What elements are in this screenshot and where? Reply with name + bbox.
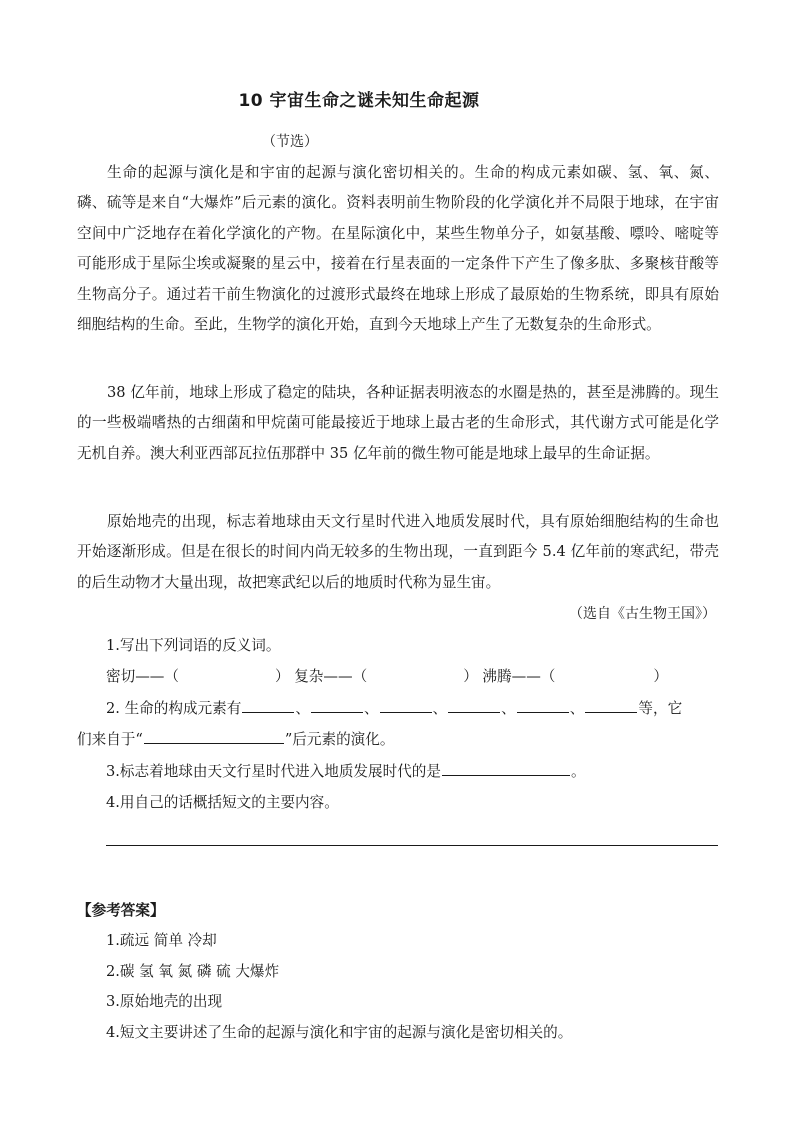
- antonym-label-3: ） 沸腾——（: [463, 668, 556, 685]
- source-citation: （选自《古生物王国》）: [569, 606, 716, 622]
- question-2-line-2-end: ”后元素的演化。: [284, 731, 395, 748]
- answer-blank[interactable]: [448, 698, 500, 713]
- antonym-label-2: ） 复杂——（: [274, 668, 368, 685]
- question-2-line-2-start: 们来自于“: [77, 731, 143, 748]
- answer-1: 1.疏远 简单 冷却: [106, 932, 217, 949]
- separator: 、: [363, 700, 379, 717]
- question-2-line-2: [77, 728, 394, 749]
- answer-blank[interactable]: [242, 698, 294, 713]
- question-2-end: 等，它: [638, 700, 683, 717]
- answer-blank[interactable]: [585, 698, 637, 713]
- question-1: 1.写出下列词语的反义词。: [106, 637, 281, 654]
- question-2-text: 2. 生命的构成元素有: [106, 700, 242, 717]
- question-3: [106, 760, 586, 781]
- subtitle: （节选）: [262, 134, 318, 150]
- separator: 、: [501, 700, 516, 717]
- antonym-close: ）: [653, 668, 668, 685]
- question-3-end: 。: [571, 763, 586, 780]
- separator: 、: [295, 700, 310, 717]
- page-title: 10 宇宙生命之谜未知生命起源: [238, 91, 480, 111]
- question-3-text: 3.标志着地球由天文行星时代进入地质发展时代的是: [106, 763, 441, 780]
- answer-blank[interactable]: [442, 761, 570, 776]
- answer-blank[interactable]: [380, 698, 432, 713]
- separator: 、: [432, 700, 448, 717]
- question-2: [106, 697, 682, 718]
- separator: 、: [569, 700, 585, 717]
- answer-blank[interactable]: [311, 698, 363, 713]
- passage-paragraph-2: 38 亿年前，地球上形成了稳定的陆块，各种证据表明液态的水圈是热的，甚至是沸腾的。现生的一些极端嗜热的古细菌和甲烷菌可能最接近于地球上最古老的生命形式，其代谢方式可能是化学无机自养。澳大利亚西部瓦拉伍那群中 35 亿年前的微生物可能是地球上最早的生命证据。: [77, 384, 719, 462]
- answers-header: 【参考答案】: [77, 902, 165, 919]
- passage-paragraph-3: 原始地壳的出现，标志着地球由天文行星时代进入地质发展时代，具有原始细胞结构的生命也开始逐渐形成。但是在很长的时间内尚无较多的生物出现，一直到距今 5.4 亿年前的寒武纪，带壳的后生动物才大量出现，故把寒武纪以后的地质时代称为显生宙。: [77, 513, 719, 591]
- passage-paragraph-1: 生命的起源与演化是和宇宙的起源与演化密切相关的。生命的构成元素如碳、氢、氧、氮、磷、硫等是来自“大爆炸”后元素的演化。资料表明前生物阶段的化学演化并不局限于地球，在宇宙空间中广泛地存在着化学演化的产物。在星际演化中，某些生物单分子，如氨基酸、嘌呤、嘧啶等可能形成于星际尘埃或凝聚的星云中，接着在行星表面的一定条件下产生了像多肽、多聚核苷酸等生物高分子。通过若干前生物演化的过渡形式最终在地球上形成了最原始的生物系统，即具有原始细胞结构的生命。至此，生物学的演化开始，直到今天地球上产生了无数复杂的生命形式。: [77, 164, 719, 334]
- answer-3: 3.原始地壳的出现: [106, 993, 223, 1010]
- answer-4: 4.短文主要讲述了生命的起源与演化和宇宙的起源与演化是密切相关的。: [106, 1024, 573, 1041]
- answer-2: 2.碳 氢 氧 氮 磷 硫 大爆炸: [106, 963, 280, 980]
- antonym-label-1: 密切——（: [106, 668, 179, 685]
- answer-blank[interactable]: [144, 729, 284, 744]
- answer-write-line[interactable]: [106, 845, 718, 846]
- question-4: 4.用自己的话概括短文的主要内容。: [106, 794, 339, 811]
- answer-blank[interactable]: [517, 698, 569, 713]
- question-1-antonyms: [106, 665, 668, 686]
